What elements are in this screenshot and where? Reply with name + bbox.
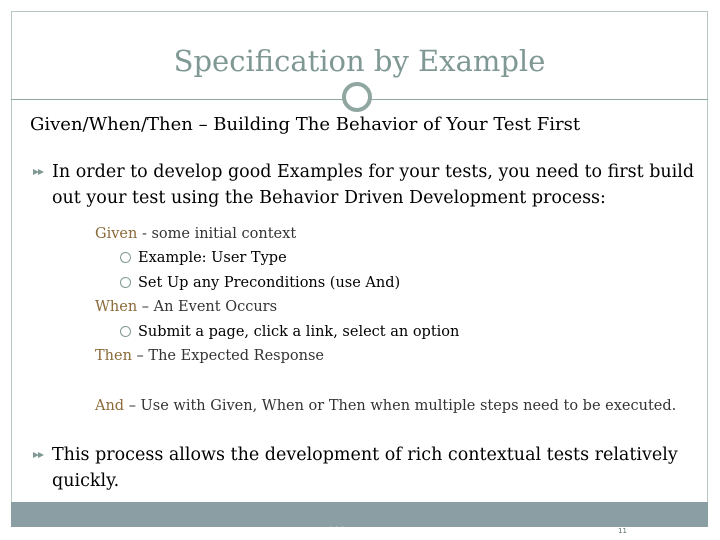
bullet-arrow-icon <box>32 450 46 460</box>
bullet-item-2 <box>32 442 704 494</box>
when-text: – An Event Occurs <box>137 299 278 315</box>
slide-title: Specification by Example <box>173 44 546 78</box>
when-item-1 <box>120 324 459 340</box>
circle-bullet-icon <box>120 326 131 337</box>
footer-bar <box>11 502 708 527</box>
given-item-2 <box>120 275 400 291</box>
bullet-2-line-2: quickly. <box>52 471 120 491</box>
given-item-2-text: Set Up any Preconditions (use And) <box>138 275 401 291</box>
slide-subtitle: Given/When/Then – Building The Behavior of Your Test First <box>30 114 581 135</box>
given-item-1-text: Example: User Type <box>138 250 287 266</box>
footer-decoration: · · · <box>330 524 345 531</box>
given-line <box>95 226 296 242</box>
and-text: – Use with Given, When or Then when multiple steps need to be executed. <box>124 398 677 414</box>
then-line <box>95 348 324 364</box>
given-keyword: Given <box>95 226 138 242</box>
and-keyword: And <box>95 398 125 414</box>
when-keyword: When <box>95 299 138 315</box>
bullet-item-1 <box>32 159 704 211</box>
given-text: - some initial context <box>137 226 297 242</box>
then-keyword: Then <box>95 348 132 364</box>
when-item-1-text: Submit a page, click a link, select an option <box>138 324 460 340</box>
given-item-1 <box>120 250 287 266</box>
when-line <box>95 299 277 315</box>
divider-ring-ornament <box>342 82 372 112</box>
bullet-2-line-1: This process allows the development of rich contextual tests relatively <box>52 445 678 465</box>
bullet-1-line-1: In order to develop good Examples for your tests, you need to first build <box>52 162 695 182</box>
bullet-1-line-2: out your test using the Behavior Driven Development process: <box>52 188 606 208</box>
circle-bullet-icon <box>120 277 131 288</box>
then-text: – The Expected Response <box>131 348 324 364</box>
bullet-arrow-icon <box>32 167 46 177</box>
circle-bullet-icon <box>120 252 131 263</box>
and-line <box>95 398 676 414</box>
page-number: 11 <box>618 527 627 535</box>
